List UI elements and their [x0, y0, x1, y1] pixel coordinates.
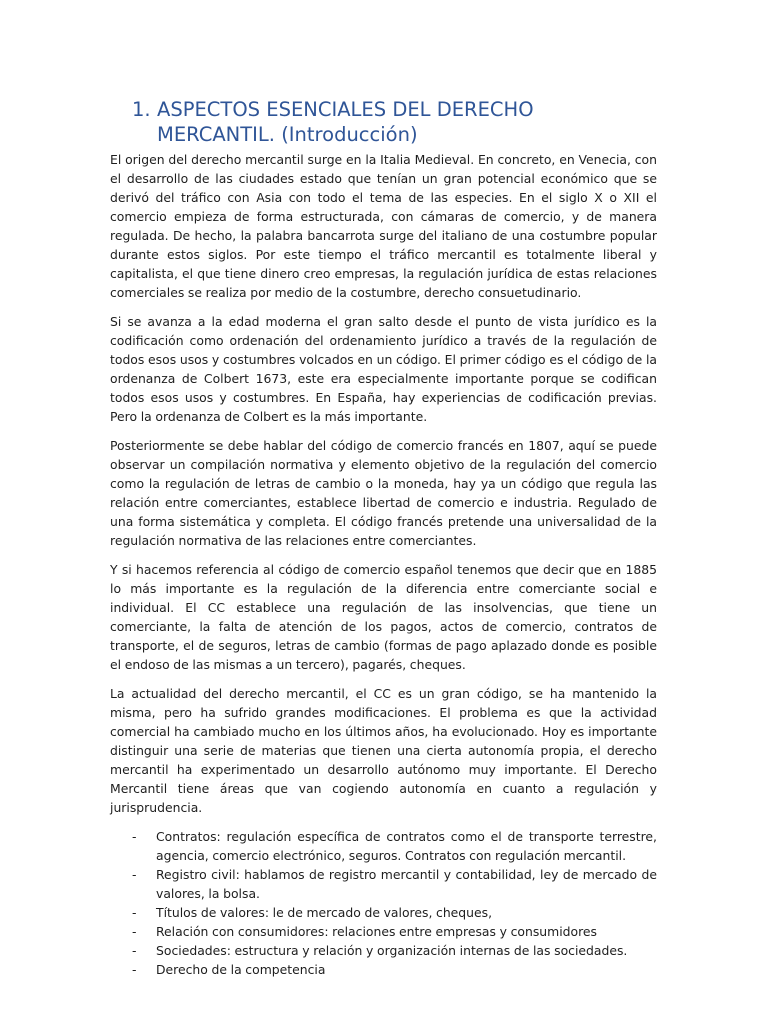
- heading-number: 1.: [132, 98, 151, 121]
- list-item-text: Registro civil: hablamos de registro mercantil y contabilidad, ley de mercado de valores, la bolsa.: [156, 867, 657, 901]
- heading-title: ASPECTOS ESENCIALES DEL DERECHO MERCANTIL. (Introducción): [157, 98, 534, 146]
- section-heading: [132, 97, 657, 147]
- paragraph-current-state: La actualidad del derecho mercantil, el CC es un gran código, se ha mantenido la misma, pero ha sufrido grandes modificaciones. El problema es que la actividad comercial ha cambiado mucho en los últimos años, ha evolucionado. Hoy es importante distinguir una serie de materias que tienen una cierta autonomía propia, el derecho mercantil ha experimentado un desarrollo autónomo muy importante. El Derecho Mercantil tiene áreas que van cogiendo autonomía en cuanto a regulación y jurisprudencia.: [110, 686, 657, 815]
- list-item-text: Títulos de valores: le de mercado de valores, cheques,: [156, 905, 493, 920]
- list-bullet: -: [132, 829, 137, 844]
- list-bullet: -: [132, 962, 137, 977]
- list-item: [110, 941, 657, 960]
- list-item-text: Derecho de la competencia: [156, 962, 326, 977]
- list-item-text: Contratos: regulación específica de contratos como el de transporte terrestre, agencia, comercio electrónico, seguros. Contratos con regulación mercantil.: [156, 829, 657, 863]
- list-item: [110, 922, 657, 941]
- list-bullet: -: [132, 924, 137, 939]
- list-bullet: -: [132, 905, 137, 920]
- document-page: [110, 97, 657, 979]
- list-bullet: -: [132, 867, 137, 882]
- list-bullet: -: [132, 943, 137, 958]
- paragraph-codification: Si se avanza a la edad moderna el gran salto desde el punto de vista jurídico es la codificación como ordenación del ordenamiento jurídico a través de la regulación de todos esos usos y costumbres volcados en un código. El primer código es el código de la ordenanza de Colbert 1673, este era especialmente importante porque se codifican todos esos usos y costumbres. En España, hay experiencias de codificación previas. Pero la ordenanza de Colbert es la más importante.: [110, 314, 657, 424]
- list-item: [110, 865, 657, 903]
- paragraph-spanish-code: Y si hacemos referencia al código de comercio español tenemos que decir que en 1885 lo más importante es la regulación de la diferencia entre comerciante social e individual. El CC establece una regulación de las insolvencias, que tiene un comerciante, la falta de atención de los pagos, actos de comercio, contratos de transporte, el de seguros, letras de cambio (formas de pago aplazado donde es posible el endoso de las mismas a un tercero), pagarés, cheques.: [110, 562, 657, 672]
- paragraph-origin: El origen del derecho mercantil surge en la Italia Medieval. En concreto, en Venecia, con el desarrollo de las ciudades estado que tenían un gran potencial económico que se derivó del tráfico con Asia con todo el tema de las especies. En el siglo X o XII el comercio empieza de forma estructurada, con cámaras de comercio, y de manera regulada. De hecho, la palabra bancarrota surge del italiano de una costumbre popular durante estos siglos. Por este tiempo el tráfico mercantil es totalmente liberal y capitalista, el que tiene dinero creo empresas, la regulación jurídica de estas relaciones comerciales se realiza por medio de la costumbre, derecho consuetudinario.: [110, 152, 657, 300]
- paragraph-french-code: Posteriormente se debe hablar del código de comercio francés en 1807, aquí se puede observar un compilación normativa y elemento objetivo de la regulación del comercio como la regulación de letras de cambio o la moneda, hay ya un código que regula las relación entre comerciantes, establece libertad de comercio e industria. Regulado de una forma sistemática y completa. El código francés pretende una universalidad de la regulación normativa de las relaciones entre comerciantes.: [110, 438, 657, 548]
- list-item: [110, 960, 657, 979]
- list-item: [110, 827, 657, 865]
- list-item-text: Relación con consumidores: relaciones entre empresas y consumidores: [156, 924, 597, 939]
- areas-list: [110, 827, 657, 979]
- list-item: [110, 903, 657, 922]
- list-item-text: Sociedades: estructura y relación y organización internas de las sociedades.: [156, 943, 628, 958]
